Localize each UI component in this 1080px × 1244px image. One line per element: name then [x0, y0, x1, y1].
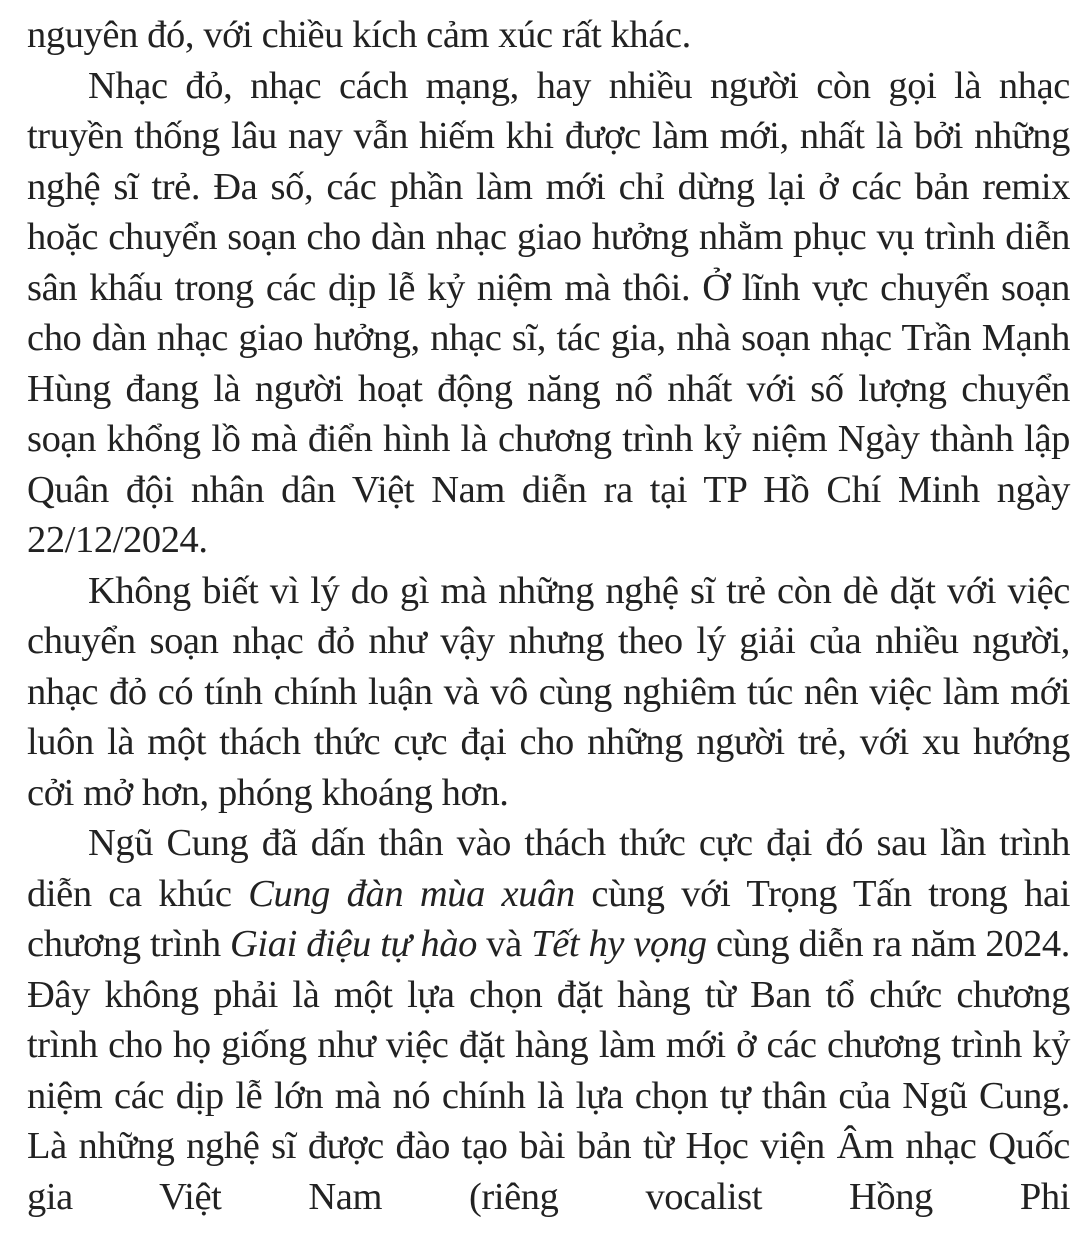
paragraph-young-artists: Không biết vì lý do gì mà những nghệ sĩ trẻ còn dè dặt với việc chuyển soạn nhạc đỏ như vậy nhưng theo lý giải của nhiều người, nhạc đỏ có tính chính luận và vô cùng nghiêm túc nên việc làm mới luôn là một thách thức cực đại cho những người trẻ, với xu hướng cởi mở hơn, phóng khoáng hơn.: [27, 569, 1070, 814]
text-segment: cùng với Trọng Tấn trong hai chương trình: [27, 872, 1070, 965]
show-title: Tết hy vọng: [531, 923, 707, 965]
song-title: Cung đàn mùa xuân: [248, 872, 575, 915]
paragraph-ngu-cung: [27, 818, 1070, 1222]
paragraph-continuation: nguyên đó, với chiều kích cảm xúc rất khác.: [27, 14, 691, 56]
text-segment: cùng diễn ra năm 2024. Đây không phải là một lựa chọn đặt hàng từ Ban tổ chức chương trình cho họ giống như việc đặt hàng làm mới ở các chương trình kỷ niệm các dịp lễ lớn mà nó chính là lựa chọn tự thân của Ngũ Cung. Là những nghệ sĩ được đào tạo bài bản từ Học viện Âm nhạc Quốc gia Việt Nam (riêng vocalist Hồng Phi: [27, 923, 1070, 1218]
text-segment: Ngũ Cung đã dấn thân vào thách thức cực đại đó sau lần trình diễn ca khúc: [27, 822, 1070, 915]
text-segment: và: [476, 923, 532, 965]
paragraph-red-music-intro: Nhạc đỏ, nhạc cách mạng, hay nhiều người còn gọi là nhạc truyền thống lâu nay vẫn hiếm khi được làm mới, nhất là bởi những nghệ sĩ trẻ. Đa số, các phần làm mới chỉ dừng lại ở các bản remix hoặc chuyển soạn cho dàn nhạc giao hưởng nhằm phục vụ trình diễn sân khấu trong các dịp lễ kỷ niệm mà thôi. Ở lĩnh vực chuyển soạn cho dàn nhạc giao hưởng, nhạc sĩ, tác gia, nhà soạn nhạc Trần Mạnh Hùng đang là người hoạt động năng nổ nhất với số lượng chuyển soạn khổng lồ mà điển hình là chương trình kỷ niệm Ngày thành lập Quân đội nhân dân Việt Nam diễn ra tại TP Hồ Chí Minh ngày 22/12/2024.: [27, 64, 1070, 561]
show-title: Giai điệu tự hào: [230, 923, 477, 965]
